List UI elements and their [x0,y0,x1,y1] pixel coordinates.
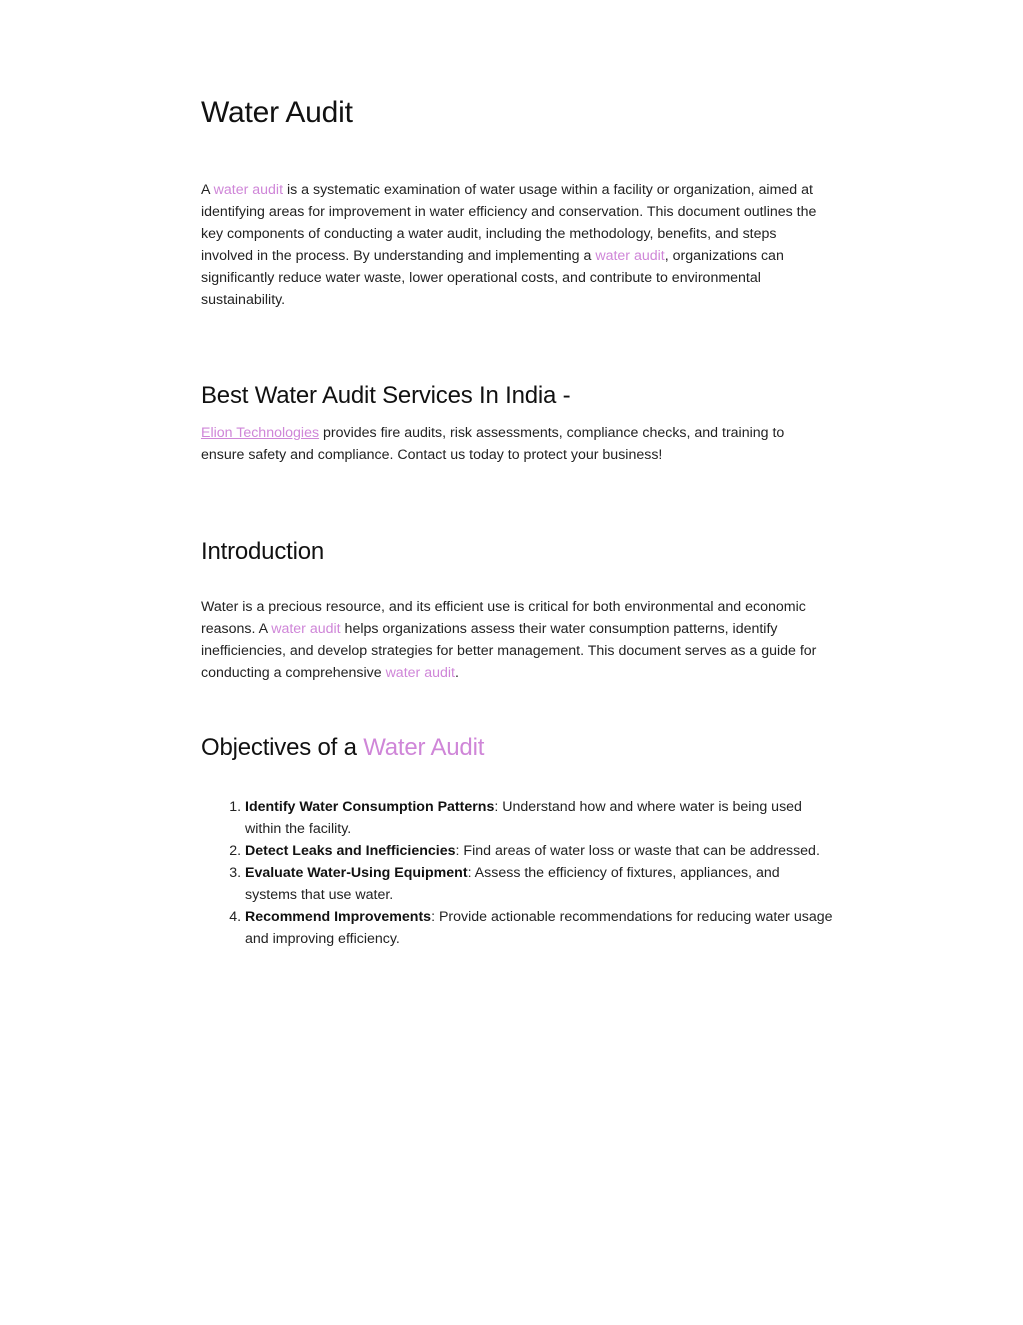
objective-text: : Understand how and where water is being used within the facility. [245,799,802,837]
objective-text: : Find areas of water loss or waste that can be addressed. [455,843,820,859]
objectives-heading-prefix: Objectives of a [201,734,364,761]
introduction-text-2: helps organizations assess their water consumption patterns, identify inefficiencies, and develop strategies for better management. This document serves as a guide for conducting a comprehensive [201,621,817,681]
introduction-paragraph [201,596,826,684]
introduction-text-3: . [454,665,459,681]
objective-title: Identify Water Consumption Patterns [245,799,495,815]
objectives-heading [201,733,484,763]
objective-title: Evaluate Water-Using Equipment [245,865,468,881]
objective-title: Detect Leaks and Inefficiencies [245,843,456,859]
services-paragraph [201,422,826,466]
water-audit-link-1[interactable]: water audit [213,182,284,198]
water-audit-link-3[interactable]: water audit [271,621,341,637]
introduction-heading: Introduction [201,538,325,565]
water-audit-link-4[interactable]: water audit [385,665,455,681]
intro-paragraph [201,179,826,311]
page-title: Water Audit [201,96,353,129]
intro-text-2: is a systematic examination of water usage within a facility or organization, aimed at identifying areas for improvement in water efficiency and conservation. This document outlines the key components of conducting a water audit, including the methodology, benefits, and steps involved in the process. By understanding and implementing a [201,182,817,264]
list-item [245,862,835,906]
water-audit-link-2[interactable]: water audit [595,248,665,264]
list-item [245,840,835,862]
elion-technologies-link[interactable]: Elion Technologies [201,425,320,441]
list-item [245,796,835,840]
intro-text-3: , organizations can significantly reduce water waste, lower operational costs, and contribute to environmental sustainability. [201,248,784,308]
objectives-list [201,796,835,950]
list-item [245,906,835,950]
objective-text: : Assess the efficiency of fixtures, appliances, and systems that use water. [245,865,780,903]
objectives-heading-accent: Water Audit [363,734,485,761]
intro-text-1: A [201,182,214,198]
services-text: provides fire audits, risk assessments, compliance checks, and training to ensure safety and compliance. Contact us today to protect your business! [201,425,785,463]
objective-title: Recommend Improvements [245,909,432,925]
objective-text: : Provide actionable recommendations for reducing water usage and improving efficiency. [245,909,833,947]
services-heading: Best Water Audit Services In India - [201,382,571,409]
introduction-text-1: Water is a precious resource, and its efficient use is critical for both environmental and economic reasons. A [201,599,806,637]
